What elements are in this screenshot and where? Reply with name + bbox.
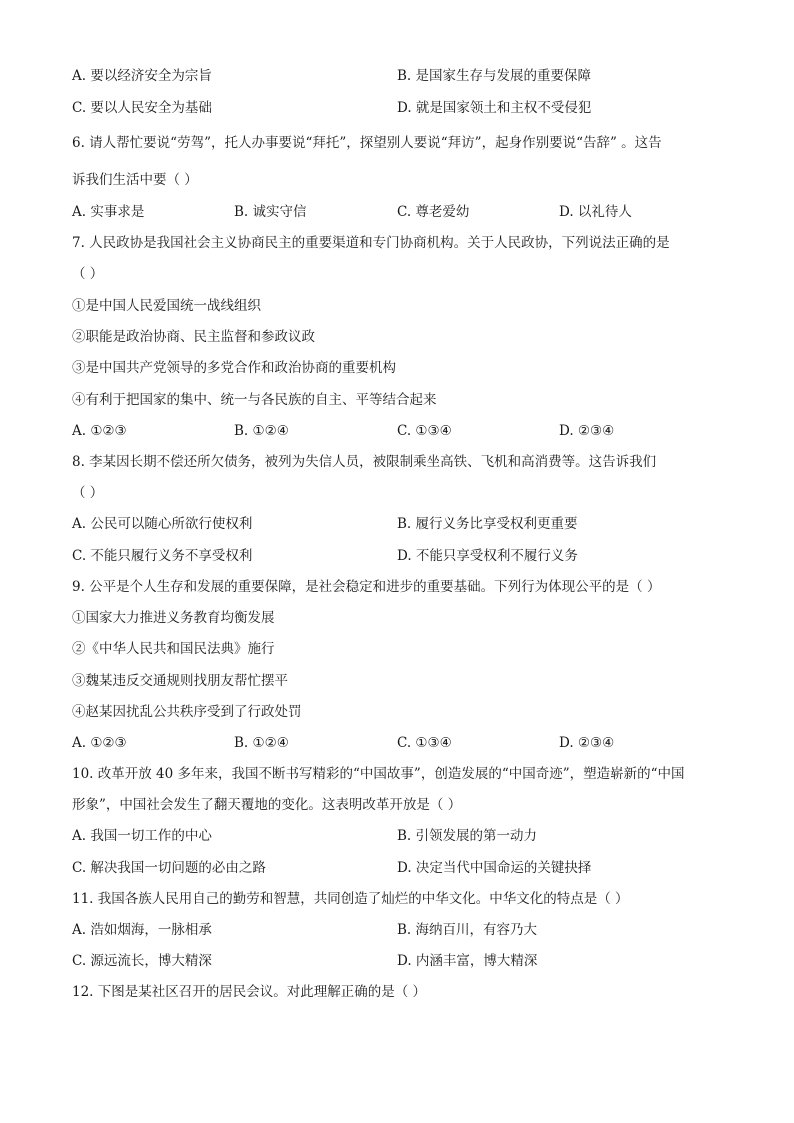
q9-item-2: ②《中华人民共和国民法典》施行 [72, 641, 275, 657]
q6-stem-line1: 6. 请人帮忙要说“劳驾”，托人办事要说“拜托”，探望别人要说“拜访”，起身作别要说“告辞” 。这告 [72, 135, 662, 151]
q7-stem-line2: （ ） [72, 266, 104, 282]
q9-option-c: C. ①③④ [397, 735, 452, 751]
q8-stem-line1: 8. 李某因长期不偿还所欠债务，被列为失信人员，被限制乘坐高铁、飞机和高消费等。这告诉我们 [72, 454, 657, 470]
q8-option-b: B. 履行义务比享受权利更重要 [397, 516, 578, 532]
q10-stem-line1: 10. 改革开放 40 多年来，我国不断书写精彩的“中国故事”，创造发展的“中国奇迹”，塑造崭新的“中国 [72, 766, 685, 782]
q5-option-d: D. 就是国家领土和主权不受侵犯 [397, 100, 592, 116]
q9-option-b: B. ①②④ [234, 735, 289, 751]
q8-option-d: D. 不能只享受权利不履行义务 [397, 548, 578, 564]
q7-option-d: D. ②③④ [559, 423, 615, 439]
q9-stem-line1: 9. 公平是个人生存和发展的重要保障，是社会稳定和进步的重要基础。下列行为体现公平的是（ ） [72, 579, 661, 595]
q8-option-c: C. 不能只履行义务不享受权利 [72, 548, 253, 564]
q5-option-c: C. 要以人民安全为基础 [72, 100, 212, 116]
q6-option-d: D. 以礼待人 [559, 204, 632, 220]
q5-option-b: B. 是国家生存与发展的重要保障 [397, 68, 592, 84]
q7-option-c: C. ①③④ [397, 423, 452, 439]
q10-option-b: B. 引领发展的第一动力 [397, 828, 538, 844]
q11-stem-line1: 11. 我国各族人民用自己的勤劳和智慧，共同创造了灿烂的中华文化。中华文化的特点是（ ） [72, 891, 629, 907]
q7-item-4: ④有利于把国家的集中、统一与各民族的自主、平等结合起来 [72, 392, 437, 408]
q9-item-1: ①国家大力推进义务教育均衡发展 [72, 610, 275, 626]
q11-option-a: A. 浩如烟海，一脉相承 [72, 922, 212, 938]
q10-option-d: D. 决定当代中国命运的关键抉择 [397, 860, 592, 876]
q7-option-a: A. ①②③ [72, 423, 127, 439]
q9-item-4: ④赵某因扰乱公共秩序受到了行政处罚 [72, 704, 302, 720]
q5-option-a: A. 要以经济安全为宗旨 [72, 68, 212, 84]
q6-option-a: A. 实事求是 [72, 204, 145, 220]
q8-option-a: A. 公民可以随心所欲行使权利 [72, 516, 253, 532]
q11-option-d: D. 内涵丰富，博大精深 [397, 953, 538, 969]
q9-option-d: D. ②③④ [559, 735, 615, 751]
q10-stem-line2: 形象”，中国社会发生了翻天覆地的变化。这表明改革开放是（ ） [72, 797, 462, 813]
q9-option-a: A. ①②③ [72, 735, 127, 751]
q7-item-2: ②职能是政治协商、民主监督和参政议政 [72, 329, 315, 345]
q7-item-3: ③是中国共产党领导的多党合作和政治协商的重要机构 [72, 360, 396, 376]
q12-stem-line1: 12. 下图是某社区召开的居民会议。对此理解正确的是（ ） [72, 984, 427, 1000]
q7-option-b: B. ①②④ [234, 423, 289, 439]
q7-stem-line1: 7. 人民政协是我国社会主义协商民主的重要渠道和专门协商机构。关于人民政协，下列说法正确的是 [72, 235, 670, 251]
q6-option-b: B. 诚实守信 [234, 204, 307, 220]
q10-option-c: C. 解决我国一切问题的必由之路 [72, 860, 266, 876]
q6-stem-line2: 诉我们生活中要（ ） [72, 172, 198, 188]
q9-item-3: ③魏某违反交通规则找朋友帮忙摆平 [72, 673, 288, 689]
q7-item-1: ①是中国人民爱国统一战线组织 [72, 298, 261, 314]
q8-stem-line2: （ ） [72, 485, 104, 501]
q10-option-a: A. 我国一切工作的中心 [72, 828, 212, 844]
q6-option-c: C. 尊老爱幼 [397, 204, 470, 220]
q11-option-b: B. 海纳百川，有容乃大 [397, 922, 538, 938]
q11-option-c: C. 源远流长，博大精深 [72, 953, 212, 969]
